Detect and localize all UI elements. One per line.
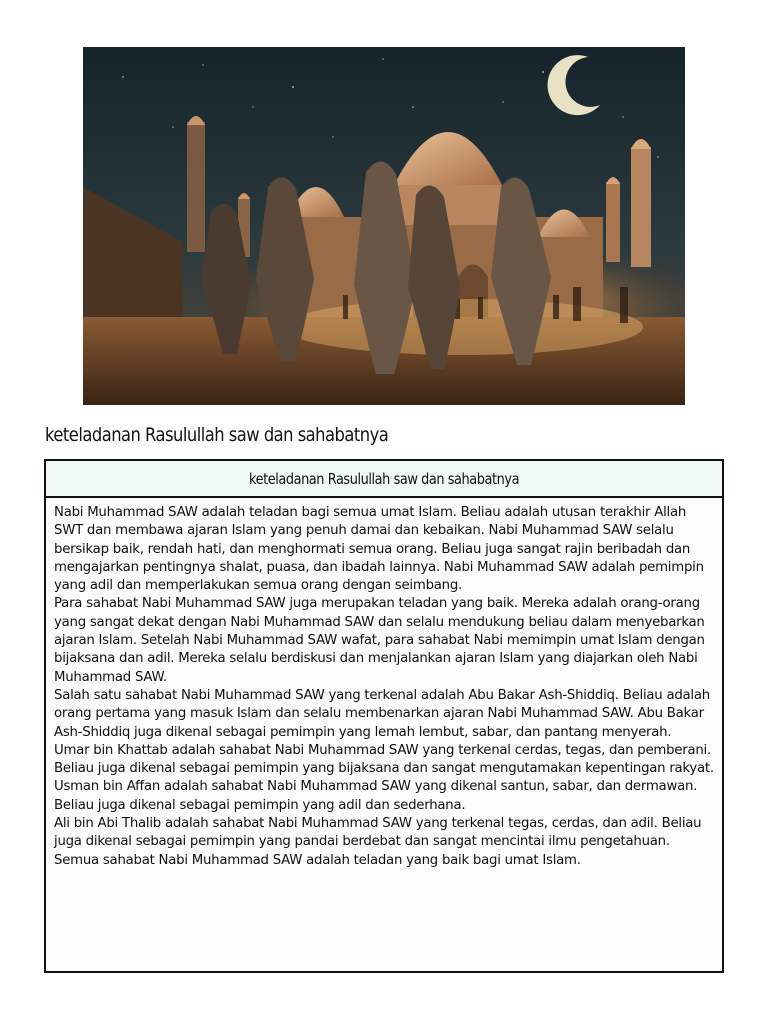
paragraph-4: Umar bin Khattab adalah sahabat Nabi Muhammad SAW yang terkenal cerdas, tegas, dan pemberani. Beliau juga dikenal sebagai pemimpin yang bijaksana dan sangat mengutamakan kepentingan rakyat. Usman bin Affan adalah sahabat Nabi Muhammad SAW yang dikenal santun, sabar, dan dermawan. Beliau juga dikenal sebagai pemimpin yang adil dan sederhana.: [54, 742, 714, 813]
card-header: [46, 461, 722, 498]
paragraph-5: Ali bin Abi Thalib adalah sahabat Nabi Muhammad SAW yang terkenal tegas, cerdas, dan adil. Beliau juga dikenal sebagai pemimpin yang pandai berdebat dan sangat mencintai ilmu pengetahuan. Semua sahabat Nabi Muhammad SAW adalah teladan yang baik bagi umat Islam.: [54, 816, 702, 868]
paragraph-3: Salah satu sahabat Nabi Muhammad SAW yang terkenal adalah Abu Bakar Ash-Shiddiq. Beliau adalah orang pertama yang masuk Islam dan selalu membenarkan ajaran Nabi Muhammad SAW. Abu Bakar Ash-Shiddiq juga dikenal sebagai pemimpin yang lemah lembut, sabar, dan pantang menyerah.: [54, 687, 710, 740]
card-title: keteladanan Rasulullah saw dan sahabatnya: [248, 469, 520, 488]
mosque-night-scene: [83, 47, 685, 405]
paragraph-2: Para sahabat Nabi Muhammad SAW juga merupakan teladan yang baik. Mereka adalah orang-orang yang sangat dekat dengan Nabi Muhammad SAW dan selalu mendukung beliau dalam menyebarkan ajaran Islam. Setelah Nabi Muhammad SAW wafat, para sahabat Nabi memimpin umat Islam dengan bijaksana dan adil. Mereka selalu berdiskusi dan menjalankan ajaran Islam yang diajarkan oleh Nabi Muhammad SAW.: [54, 596, 705, 685]
paragraph-1: Nabi Muhammad SAW adalah teladan bagi semua umat Islam. Beliau adalah utusan terakhir Allah SWT dan membawa ajaran Islam yang penuh damai dan kebaikan. Nabi Muhammad SAW selalu bersikap baik, rendah hati, dan menghormati semua orang. Beliau juga sangat rajin beribadah dan mengajarkan pentingnya shalat, puasa, dan ibadah lainnya. Nabi Muhammad SAW adalah pemimpin yang adil dan memperlakukan semua orang dengan seimbang.: [54, 505, 704, 594]
content-card: [44, 459, 724, 973]
card-body: [46, 498, 722, 870]
page-title: keteladanan Rasulullah saw dan sahabatnya: [45, 424, 389, 446]
hero-illustration: [83, 47, 685, 405]
